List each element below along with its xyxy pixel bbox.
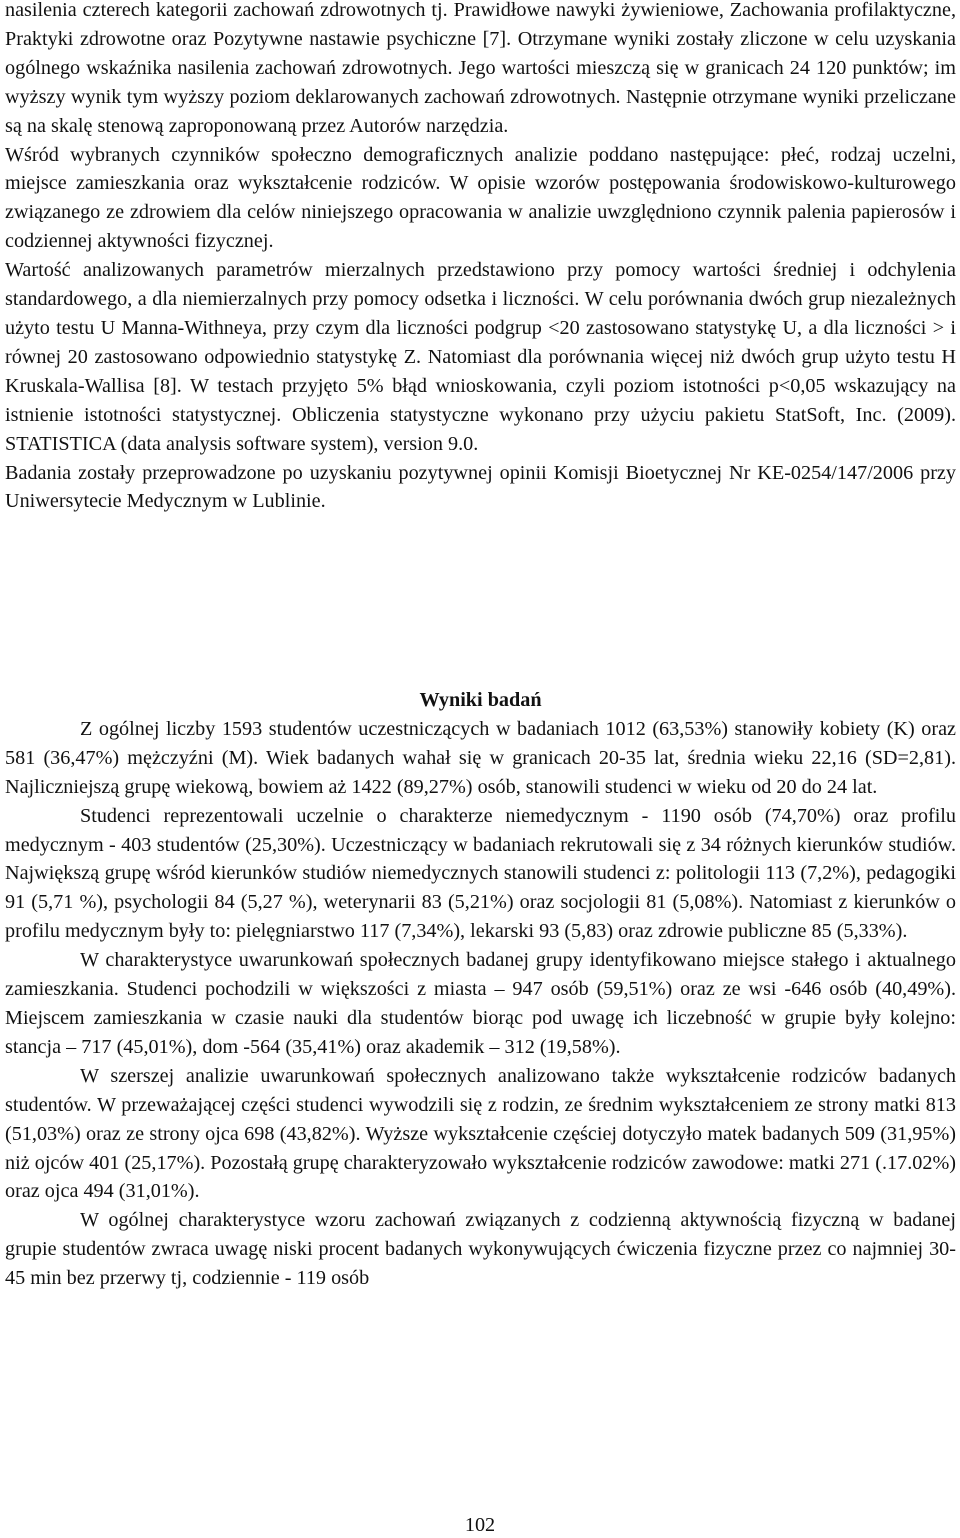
results-paragraph-1: Z ogólnej liczby 1593 studentów uczestniczących w badaniach 1012 (63,53%) stanowiły kobiety (K) oraz 581 (36,47%) mężczyźni (M). Wiek badanych wahał się w granicach 20-35 lat, średnia wieku 22,16 (SD=2,81). Najliczniejszą grupę wiekową, bowiem aż 1422 (89,27%) osób, stanowili studenci w wieku od 20 do 24 lat. — [5, 717, 956, 798]
results-paragraph-2: Studenci reprezentowali uczelnie o charakterze niemedycznym - 1190 osób (74,70%) oraz profilu medycznym - 403 studentów (25,30%). Uczestniczący w badaniach rekrutowali się z 34 różnych kierunków studiów. Największą grupę wśród kierunków studiów niemedycznych stanowili studenci z: politologii 113 (7,2%), pedagogiki 91 (5,71 %), psychologii 84 (5,27 %), weterynarii 83 (5,21%) oraz socjologii 81 (5,08%). Natomiast z kierunków o profilu medycznym były to: pielęgniarstwo 117 (7,34%), lekarski 93 (5,83) oraz zdrowie publiczne 85 (5,33%). — [5, 804, 956, 943]
results-paragraph-4: W szerszej analizie uwarunkowań społecznych analizowano także wykształcenie rodziców badanych studentów. W przeważającej części studenci wywodzili się z rodzin, ze średnim wykształceniem ze strony matki 813 (51,03%) oraz ze strony ojca 698 (43,82%). Wyższe wykształcenie częściej dotyczyło matek badanych 509 (31,95%) niż ojców 401 (25,17%). Pozostałą grupę charakteryzowało wykształcenie rodziców zawodowe: matki 271 (.17.02%) oraz ojca 494 (31,01%). — [5, 1064, 956, 1203]
methods-paragraph-2: Wśród wybranych czynników społeczno demograficznych analizie poddano następujące: płeć, rodzaj uczelni, miejsce zamieszkania oraz wykształcenie rodziców. W opisie wzorów postępowania środowiskowo-kulturowego związanego ze zdrowiem dla celów niniejszego opracowania w analizie uwzględniono czynnik palenia papierosów i codziennej aktywności fizycznej. — [5, 143, 956, 253]
methods-paragraph-4: Badania zostały przeprowadzone po uzyskaniu pozytywnej opinii Komisji Bioetycznej Nr KE-0254/147/2006 przy Uniwersytecie Medycznym w Lublinie. — [5, 461, 956, 513]
results-paragraph-5: W ogólnej charakterystyce wzoru zachowań związanych z codzienną aktywnością fizyczną w badanej grupie studentów zwraca uwagę niski procent badanych wykonywujących ćwiczenia fizyczne przez co najmniej 30-45 min bez przerwy tj, codziennie - 119 osób — [5, 1209, 956, 1290]
page-number: 102 — [464, 1514, 496, 1536]
methods-paragraph-3: Wartość analizowanych parametrów mierzalnych przedstawiono przy pomocy wartości średniej i odchylenia standardowego, a dla niemierzalnych przy pomocy odsetka i liczności. W celu porównania dwóch grup niezależnych użyto testu U Manna-Withneya, przy czym dla liczności podgrup <20 zastosowano statystykę U, a dla liczności > i równej 20 zastosowano odpowiednio statystykę Z. Natomiast dla porównania więcej niż dwóch grup użyto testu H Kruskala-Wallisa [8]. W testach przyjęto 5% błąd wnioskowania, czyli poziom istotności p<0,05 wskazujący na istnienie istotności statystycznej. Obliczenia statystyczne wykonano przy użyciu pakietu StatSoft, Inc. (2009). STATISTICA (data analysis software system), version 9.0. — [5, 259, 956, 455]
results-paragraph-3: W charakterystyce uwarunkowań społecznych badanej grupy identyfikowano miejsce stałego i aktualnego zamieszkania. Studenci pochodzili w większości z miasta – 947 osób (59,51%) oraz ze wsi -646 osób (40,49%). Miejscem zamieszkania w czasie nauki dla studentów biorąc pod uwagę ich liczebność w grupie były kolejno: stancja – 717 (45,01%), dom -564 (35,41%) oraz akademik – 312 (19,58%). — [5, 949, 956, 1058]
results-section — [5, 686, 956, 1293]
methods-paragraph-1: nasilenia czterech kategorii zachowań zdrowotnych tj. Prawidłowe nawyki żywieniowe, Zachowania profilaktyczne, Praktyki zdrowotne oraz Pozytywne nastawie psychiczne [7]. Otrzymane wyniki zostały zliczone w celu uzyskania ogólnego wskaźnika nasilenia zachowań zdrowotnych. Jego wartości mieszczą się w granicach 24 120 punktów; im wyższy wynik tym wyższy poziom deklarowanych zachowań zdrowotnych. Następnie otrzymane wyniki przeliczane są na skalę stenową zaproponowaną przez Autorów narzędzia. — [5, 0, 956, 137]
methods-section — [5, 0, 956, 516]
results-heading: Wyniki badań — [419, 689, 542, 711]
